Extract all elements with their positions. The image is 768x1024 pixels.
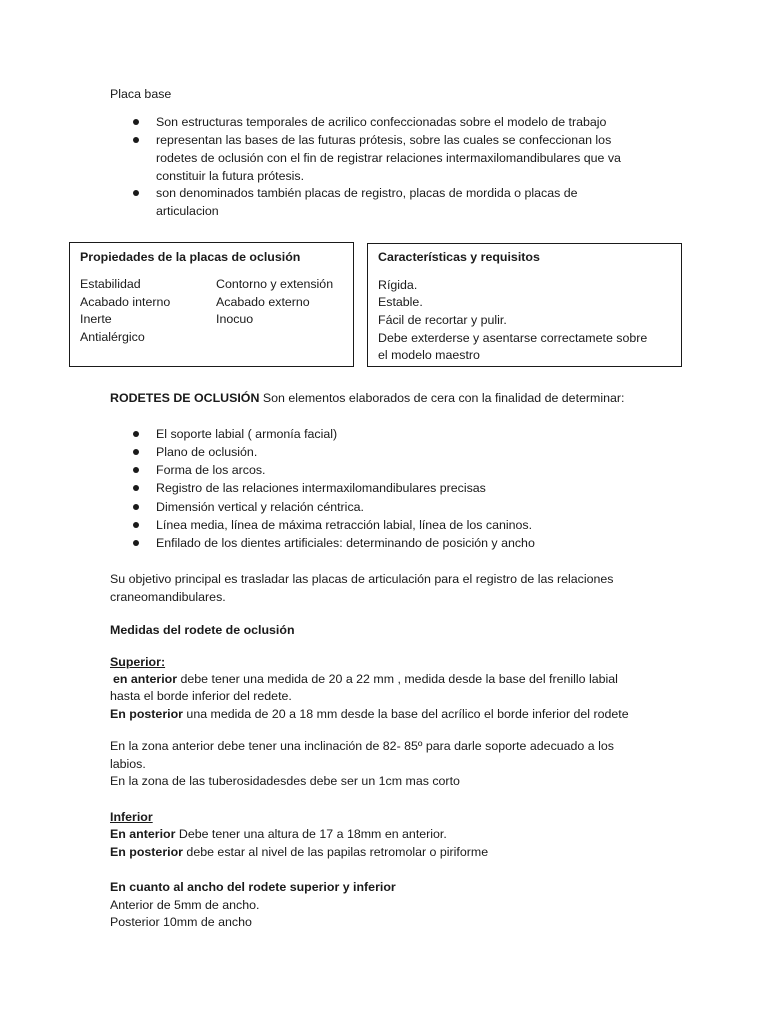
properties-box-title: Propiedades de la placas de oclusión: [80, 250, 301, 264]
page-title: Placa base: [110, 87, 172, 101]
property-item: Inerte: [80, 312, 112, 326]
zona-line: labios.: [110, 757, 146, 771]
property-item: Inocuo: [216, 312, 254, 326]
bullet-icon: [133, 431, 139, 437]
list-item: Son estructuras temporales de acrilico confeccionadas sobre el modelo de trabajo: [156, 115, 607, 129]
list-item: Registro de las relaciones intermaxilomandibulares precisas: [156, 481, 486, 495]
requirement-item: Debe exterderse y asentarse correctamete sobre: [378, 331, 648, 345]
bullet-icon: [133, 540, 139, 546]
list-item-continuation: articulacion: [156, 204, 219, 218]
inferior-heading: Inferior: [110, 810, 153, 824]
list-item: Forma de los arcos.: [156, 463, 266, 477]
superior-posterior: En posterior una medida de 20 a 18 mm desde la base del acrílico el borde inferior del rodete: [110, 707, 629, 721]
ancho-line: Anterior de 5mm de ancho.: [110, 898, 260, 912]
bullet-icon: [133, 522, 139, 528]
list-item: El soporte labial ( armonía facial): [156, 427, 338, 441]
list-item: representan las bases de las futuras prótesis, sobre las cuales se confeccionan los: [156, 133, 612, 147]
list-item: Plano de oclusión.: [156, 445, 258, 459]
objective-line: craneomandibulares.: [110, 590, 226, 604]
list-item: Dimensión vertical y relación céntrica.: [156, 500, 364, 514]
bullet-icon: [133, 137, 139, 143]
inferior-anterior: En anterior Debe tener una altura de 17 a 18mm en anterior.: [110, 827, 447, 841]
properties-box: [69, 242, 354, 367]
list-item: son denominados también placas de registro, placas de mordida o placas de: [156, 186, 578, 200]
list-item: Línea media, línea de máxima retracción labial, línea de los caninos.: [156, 518, 533, 532]
inferior-posterior: En posterior debe estar al nivel de las papilas retromolar o piriforme: [110, 845, 489, 859]
ancho-line: Posterior 10mm de ancho: [110, 915, 252, 929]
superior-heading: Superior:: [110, 655, 166, 669]
list-item-continuation: constituir la futura prótesis.: [156, 169, 305, 183]
property-item: Antialérgico: [80, 330, 145, 344]
ancho-heading: En cuanto al ancho del rodete superior y inferior: [110, 880, 396, 894]
objective-line: Su objetivo principal es trasladar las placas de articulación para el registro de las relaciones: [110, 572, 614, 586]
rodetes-intro: RODETES DE OCLUSIÓN Son elementos elaborados de cera con la finalidad de determinar:: [110, 391, 625, 405]
superior-anterior: en anterior debe tener una medida de 20 a 22 mm , medida desde la base del frenillo labial: [113, 672, 618, 686]
requirement-item: Estable.: [378, 295, 423, 309]
property-item: Contorno y extensión: [216, 277, 334, 291]
medidas-heading: Medidas del rodete de oclusión: [110, 623, 295, 637]
bullet-icon: [133, 449, 139, 455]
bullet-icon: [133, 467, 139, 473]
bullet-icon: [133, 485, 139, 491]
zona-line: En la zona anterior debe tener una inclinación de 82- 85º para darle soporte adecuado a los: [110, 739, 614, 753]
requirements-box-title: Características y requisitos: [378, 250, 540, 264]
bullet-icon: [133, 504, 139, 510]
property-item: Estabilidad: [80, 277, 141, 291]
bullet-icon: [133, 119, 139, 125]
superior-anterior-cont: hasta el borde inferior del redete.: [110, 689, 292, 703]
requirement-item: el modelo maestro: [378, 348, 480, 362]
requirement-item: Rígida.: [378, 278, 418, 292]
list-item-continuation: rodetes de oclusión con el fin de registrar relaciones intermaxilomandibulares que va: [156, 151, 621, 165]
zona-line: En la zona de las tuberosidadesdes debe ser un 1cm mas corto: [110, 774, 460, 788]
rodetes-heading: RODETES DE OCLUSIÓN: [110, 391, 260, 405]
property-item: Acabado interno: [80, 295, 171, 309]
requirement-item: Fácil de recortar y pulir.: [378, 313, 507, 327]
requirements-box: [367, 243, 682, 367]
list-item: Enfilado de los dientes artificiales: determinando de posición y ancho: [156, 536, 535, 550]
property-item: Acabado externo: [216, 295, 310, 309]
bullet-icon: [133, 190, 139, 196]
